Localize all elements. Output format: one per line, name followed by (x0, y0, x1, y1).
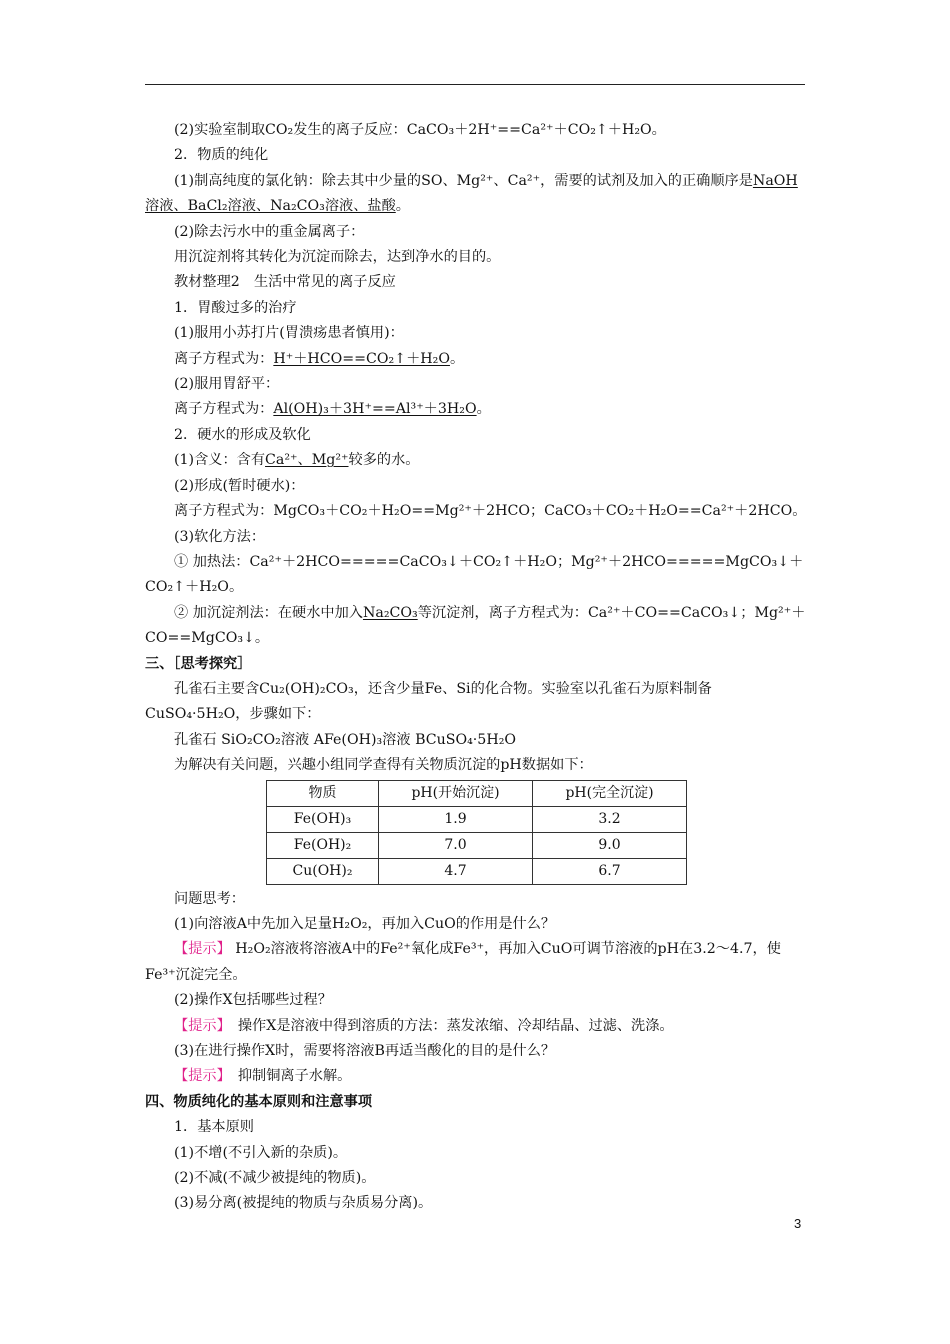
line-8: (1)服用小苏打片(胃溃疡患者慎用)： (174, 325, 404, 342)
table-cell: Fe(OH)₂ (267, 832, 379, 858)
table-cell: 1.9 (379, 806, 533, 832)
line-13-end: 较多的水。 (348, 452, 420, 469)
line-5: 用沉淀剂将其转化为沉淀而除去，达到净水的目的。 (174, 249, 501, 266)
line-24: (1)向溶液A中先加入足量H₂O₂，再加入CuO的作用是什么？ (174, 915, 556, 932)
table-header-row (267, 780, 687, 806)
hint-text: 操作X是溶液中得到溶质的方法：蒸发浓缩、冷却结晶、过滤、洗涤。 (237, 1017, 674, 1034)
table-cell: Cu(OH)₂ (267, 858, 379, 884)
line-32: (1)不增(不引入新的杂质)。 (174, 1144, 348, 1161)
table-row (267, 806, 687, 832)
line-18-end: 等沉淀剂，离子方程式为：Ca²⁺＋CO==CaCO₃↓；Mg²⁺＋CO==MgCO₃↓。 (145, 604, 806, 647)
line-1: (2)实验室制取CO₂发生的离子反应：CaCO₃＋2H⁺==Ca²⁺＋CO₂↑＋H₂O。 (174, 122, 666, 138)
line-13 (145, 448, 807, 473)
line-25 (145, 937, 807, 988)
line-22: 为解决有关问题，兴趣小组同学查得有关物质沉淀的pH数据如下： (174, 757, 593, 774)
line-3-answer: NaOH溶液、BaCl₂溶液、Na₂CO₃溶液、盐酸 (145, 172, 798, 215)
table-row (267, 832, 687, 858)
line-29 (145, 1064, 807, 1089)
table-header-cell: pH(开始沉淀) (379, 780, 533, 806)
table-header-cell: pH(完全沉淀) (533, 780, 687, 806)
line-12: 2．硬水的形成及软化 (174, 426, 311, 443)
line-7: 1．胃酸过多的治疗 (174, 299, 297, 316)
table-header-cell: 物质 (267, 780, 379, 806)
line-9-answer: H⁺＋HCO==CO₂↑＋H₂O (273, 350, 450, 367)
line-2: 2．物质的纯化 (174, 147, 269, 164)
line-3-end: 。 (395, 198, 410, 215)
line-31: 1．基本原则 (174, 1119, 254, 1136)
line-11-text: 离子方程式为： (174, 401, 274, 418)
table-cell: 7.0 (379, 832, 533, 858)
section-four-heading: 四、物质纯化的基本原则和注意事项 (145, 1093, 373, 1110)
line-33: (2)不减(不减少被提纯的物质)。 (174, 1170, 376, 1187)
table-cell: 9.0 (533, 832, 687, 858)
line-13-answer: Ca²⁺、Mg²⁺ (265, 452, 349, 469)
line-9 (145, 347, 807, 372)
header-rule (145, 84, 805, 85)
line-13-text: (1)含义：含有 (174, 452, 266, 469)
table-row (267, 858, 687, 884)
line-20: 孔雀石主要含Cu₂(OH)₂CO₃，还含少量Fe、Si的化合物。实验室以孔雀石为原料制备CuSO₄·5H₂O，步骤如下： (145, 680, 712, 723)
line-3-text: (1)制高纯度的氯化钠：除去其中少量的SO、Mg²⁺、Ca²⁺，需要的试剂及加入的正确顺序是 (174, 172, 753, 189)
line-4: (2)除去污水中的重金属离子： (174, 223, 365, 240)
ph-table (266, 780, 687, 885)
line-11 (145, 397, 807, 422)
line-34: (3)易分离(被提纯的物质与杂质易分离)。 (174, 1195, 433, 1212)
line-10: (2)服用胃舒平： (174, 376, 280, 393)
line-28: (3)在进行操作X时，需要将溶液B再适当酸化的目的是什么？ (174, 1043, 556, 1059)
line-6: 教材整理2 生活中常见的离子反应 (174, 274, 396, 291)
line-17: ① 加热法：Ca²⁺＋2HCO=====CaCO₃↓＋CO₂↑＋H₂O；Mg²⁺＋2HCO=====MgCO₃↓＋CO₂↑＋H₂O。 (145, 553, 804, 596)
line-11-end: 。 (476, 401, 491, 418)
table-cell: 3.2 (533, 806, 687, 832)
line-9-end: 。 (449, 350, 465, 367)
line-15: 离子方程式为：MgCO₃＋CO₂＋H₂O==Mg²⁺＋2HCO；CaCO₃＋CO₂＋H₂O==Ca²⁺＋2HCO。 (174, 503, 807, 520)
line-11-answer: Al(OH)₃＋3H⁺==Al³⁺＋3H₂O (273, 401, 477, 418)
hint-label: 【提示】 (174, 1017, 224, 1034)
hint-label: 【提示】 (174, 941, 231, 958)
table-cell: 6.7 (533, 858, 687, 884)
table-cell: Fe(OH)₃ (267, 806, 379, 832)
line-23: 问题思考： (174, 890, 245, 907)
line-16: (3)软化方法： (174, 528, 266, 545)
line-18 (145, 601, 807, 652)
line-3 (145, 169, 807, 220)
line-26: (2)操作X包括哪些过程？ (174, 992, 332, 1009)
hint-text: 抑制铜离子水解。 (237, 1068, 352, 1085)
line-14: (2)形成(暂时硬水)： (174, 477, 305, 494)
line-21: 孔雀石 SiO₂CO₂溶液 AFe(OH)₃溶液 BCuSO₄·5H₂O (174, 731, 517, 748)
hint-label: 【提示】 (174, 1068, 224, 1085)
hint-text: H₂O₂溶液将溶液A中的Fe²⁺氧化成Fe³⁺，再加入CuO可调节溶液的pH在3.2～4.7，使Fe³⁺沉淀完全。 (145, 941, 781, 983)
table-cell: 4.7 (379, 858, 533, 884)
page-number: 3 (794, 1216, 802, 1231)
line-18-answer: Na₂CO₃ (362, 604, 418, 621)
line-27 (145, 1014, 807, 1039)
section-three-heading: 三、［思考探究］ (145, 655, 252, 672)
page-body (145, 118, 807, 1217)
line-18-text: ② 加沉淀剂法：在硬水中加入 (174, 604, 363, 621)
line-9-text: 离子方程式为： (174, 350, 274, 367)
